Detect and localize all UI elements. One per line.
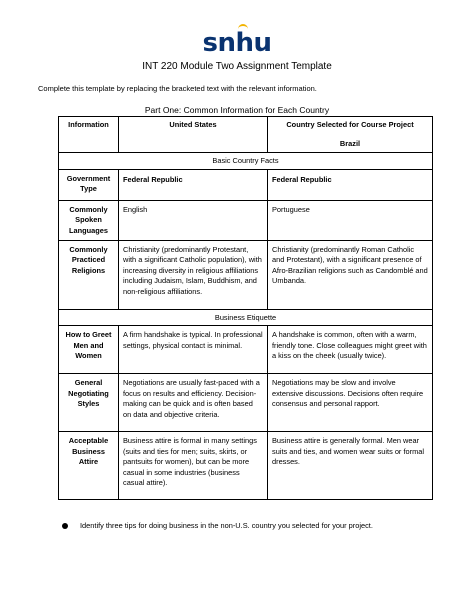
table-row: [59, 326, 433, 374]
other-religions: Christianity (predominantly Roman Catholic and Protestant), with a significant presence of Afro-Brazilian religions such as Candomblé and Umbanda.: [268, 240, 433, 309]
other-government-type: Federal Republic: [268, 169, 433, 200]
us-religions: Christianity (predominantly Protestant, with a significant Catholic population), with increasing diversity in religious affiliations including Judaism, Islam, Buddhism, and non-religious affiliations.: [119, 240, 268, 309]
document-title: INT 220 Module Two Assignment Template: [142, 61, 332, 72]
us-negotiating: Negotiations are usually fast-paced with a focus on results and efficiency. Decision-making can be quick and is often based on data and objective criteria.: [119, 374, 268, 432]
bullet-text: Identify three tips for doing business in the non-U.S. country you selected for your project.: [80, 521, 373, 530]
header-selected-country-name: Brazil: [339, 138, 361, 148]
other-attire: Business attire is generally formal. Men wear suits and ties, and women wear suits or formal dresses.: [268, 432, 433, 500]
header-information: Information: [59, 117, 119, 153]
part-one-title: Part One: Common Information for Each Country: [144, 105, 330, 115]
snhu-logo: [0, 30, 474, 56]
table-row: [59, 169, 433, 200]
comparison-table: [58, 116, 433, 500]
table-row: [59, 240, 433, 309]
header-united-states: United States: [119, 117, 268, 153]
other-languages: Portuguese: [268, 200, 433, 240]
logo-text: snhu: [202, 28, 272, 58]
label-government-type: Government Type: [59, 169, 119, 200]
other-greet: A handshake is common, often with a warm, friendly tone. Close colleagues might greet with a kiss on the cheek (usually twice).: [268, 326, 433, 374]
label-religions: Commonly Practiced Religions: [59, 240, 119, 309]
header-selected-country: [268, 117, 433, 153]
logo-accent-arc: [238, 24, 248, 31]
us-government-type: Federal Republic: [119, 169, 268, 200]
intro-text: Complete this template by replacing the bracketed text with the relevant information.: [38, 84, 317, 93]
us-greet: A firm handshake is typical. In professional settings, physical contact is minimal.: [119, 326, 268, 374]
logo-wordmark: [202, 30, 271, 56]
label-attire: Acceptable Business Attire: [59, 432, 119, 500]
header-selected-country-label: Country Selected for Course Project: [286, 120, 414, 129]
label-languages: Commonly Spoken Languages: [59, 200, 119, 240]
table-header-row: [59, 117, 433, 153]
us-attire: Business attire is formal in many settings (suits and ties for men; suits, skirts, or pantsuits for women), but can be more casual in some industries (business casual attire).: [119, 432, 268, 500]
other-negotiating: Negotiations may be slow and involve extensive discussions. Decisions often require consensus and personal rapport.: [268, 374, 433, 432]
us-languages: English: [119, 200, 268, 240]
table-row: [59, 374, 433, 432]
label-negotiating: General Negotiating Styles: [59, 374, 119, 432]
bullet-item: [62, 521, 373, 531]
table-row: [59, 432, 433, 500]
section-basic-country-facts: Basic Country Facts: [59, 153, 433, 170]
table-row: [59, 200, 433, 240]
label-greet: How to Greet Men and Women: [59, 326, 119, 374]
section-row-basic: [59, 153, 433, 170]
bullet-icon: [62, 523, 68, 529]
section-row-etiquette: [59, 309, 433, 326]
section-business-etiquette: Business Etiquette: [59, 309, 433, 326]
